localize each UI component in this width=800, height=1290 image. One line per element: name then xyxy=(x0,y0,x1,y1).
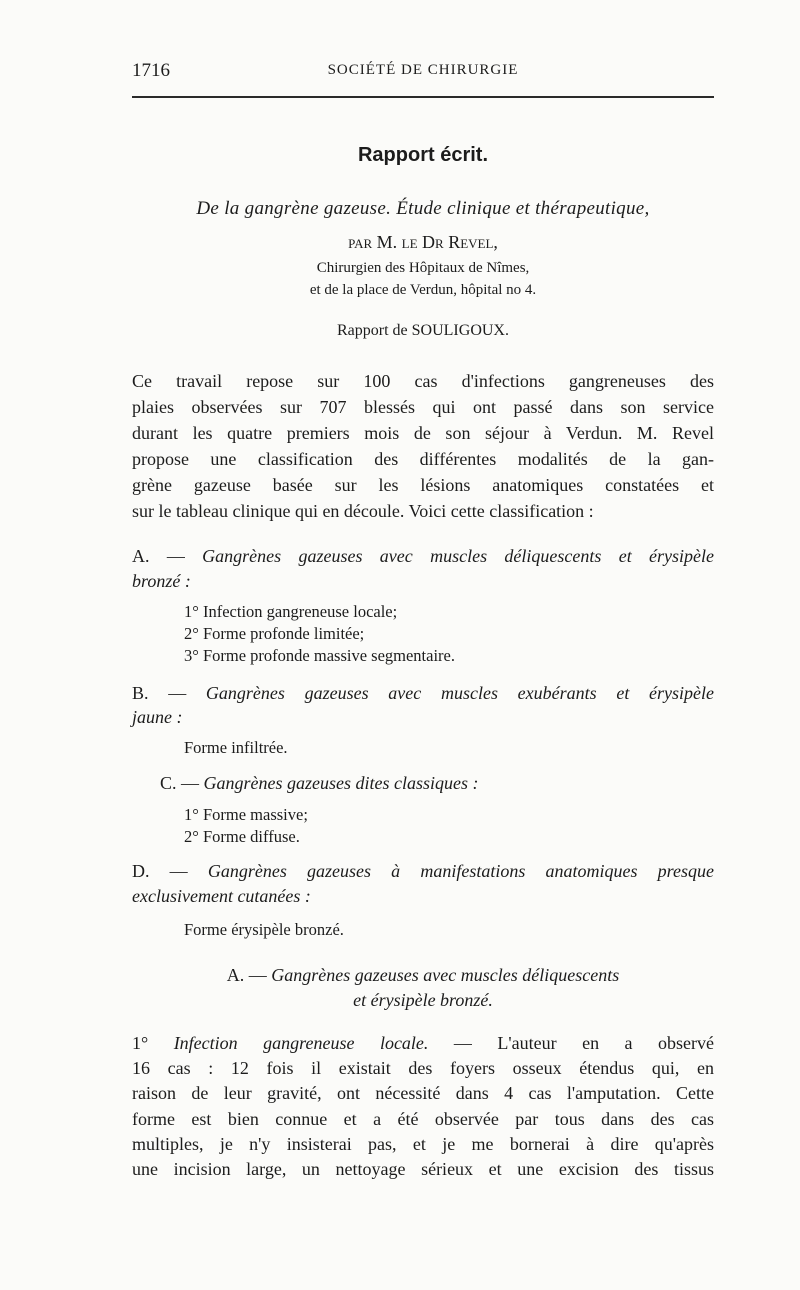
class-heading xyxy=(160,770,478,796)
report-title: Rapport écrit. xyxy=(357,144,489,166)
class-item: Forme infiltrée. xyxy=(184,738,288,757)
class-item: Forme érysipèle bronzé. xyxy=(184,920,344,939)
class-letter: D. — xyxy=(132,861,188,881)
class-title: Gangrènes gazeuses dites classiques : xyxy=(203,773,479,793)
body-line: forme est bien connue et a été observée par tous dans des cas xyxy=(132,1109,714,1129)
section-title-continued: et érysipèle bronzé. xyxy=(353,990,493,1010)
class-title: Gangrènes gazeuses avec muscles exubérants et érysipèle xyxy=(205,683,714,703)
rapporteur: Rapport de SOULIGOUX. xyxy=(337,322,509,339)
affiliation-line: et de la place de Verdun, hôpital no 4. xyxy=(309,282,537,298)
class-item: 1° Forme massive; xyxy=(184,805,308,824)
class-item: 3° Forme profonde massive segmentaire. xyxy=(184,646,455,665)
body-line: une incision large, un nettoyage sérieux et une excision des tissus xyxy=(132,1159,714,1179)
intro-line: propose une classification des différentes modalités de la gan- xyxy=(132,449,714,469)
report-subtitle: De la gangrène gazeuse. Étude clinique et thérapeutique, xyxy=(196,198,650,219)
class-item: 2° Forme profonde limitée; xyxy=(184,624,365,643)
class-item: 1° Infection gangreneuse locale; xyxy=(184,602,398,621)
affiliation-line: Chirurgien des Hôpitaux de Nîmes, xyxy=(316,260,530,276)
header-rule xyxy=(132,96,714,98)
section-heading xyxy=(132,962,714,988)
body-line xyxy=(132,1030,714,1056)
section-letter: A. — xyxy=(226,965,267,985)
class-heading xyxy=(132,858,714,884)
intro-line: Ce travail repose sur 100 cas d'infections gangreneuses des xyxy=(132,371,714,391)
running-header xyxy=(132,60,714,84)
class-title-continued: jaune : xyxy=(132,707,183,727)
class-item: 2° Forme diffuse. xyxy=(184,827,300,846)
class-title-continued: bronzé : xyxy=(132,571,191,591)
body-line: multiples, je n'y insisterai pas, et je me bornerai à dire qu'après xyxy=(132,1134,714,1154)
class-letter: C. — xyxy=(160,773,200,793)
byline: par M. le Dr Revel, xyxy=(348,232,498,252)
class-title: Gangrènes gazeuses à manifestations anatomiques presque xyxy=(207,861,714,881)
intro-line: grène gazeuse basée sur les lésions anatomiques constatées et xyxy=(132,475,714,495)
body-italic: Infection gangreneuse locale. xyxy=(173,1033,429,1053)
class-title: Gangrènes gazeuses avec muscles déliquescents et érysipèle xyxy=(202,546,714,566)
class-heading xyxy=(132,543,714,569)
body-line: raison de leur gravité, ont nécessité dans 4 cas l'amputation. Cette xyxy=(132,1083,714,1103)
body-number: 1° xyxy=(132,1033,149,1053)
class-heading xyxy=(132,680,714,706)
body-text: — L'auteur en a observé xyxy=(453,1033,714,1053)
class-letter: B. — xyxy=(132,683,187,703)
page-number: 1716 xyxy=(132,60,170,81)
running-title: SOCIÉTÉ DE CHIRURGIE xyxy=(327,62,519,78)
intro-line: durant les quatre premiers mois de son séjour à Verdun. M. Revel xyxy=(132,423,714,443)
section-title: Gangrènes gazeuses avec muscles déliquescents xyxy=(271,965,620,985)
intro-line: sur le tableau clinique qui en découle. Voici cette classification : xyxy=(132,501,594,521)
class-title-continued: exclusivement cutanées : xyxy=(132,886,311,906)
intro-line: plaies observées sur 707 blessés qui ont passé dans son service xyxy=(132,397,714,417)
class-letter: A. — xyxy=(132,546,185,566)
body-line: 16 cas : 12 fois il existait des foyers osseux étendus qui, en xyxy=(132,1058,714,1078)
